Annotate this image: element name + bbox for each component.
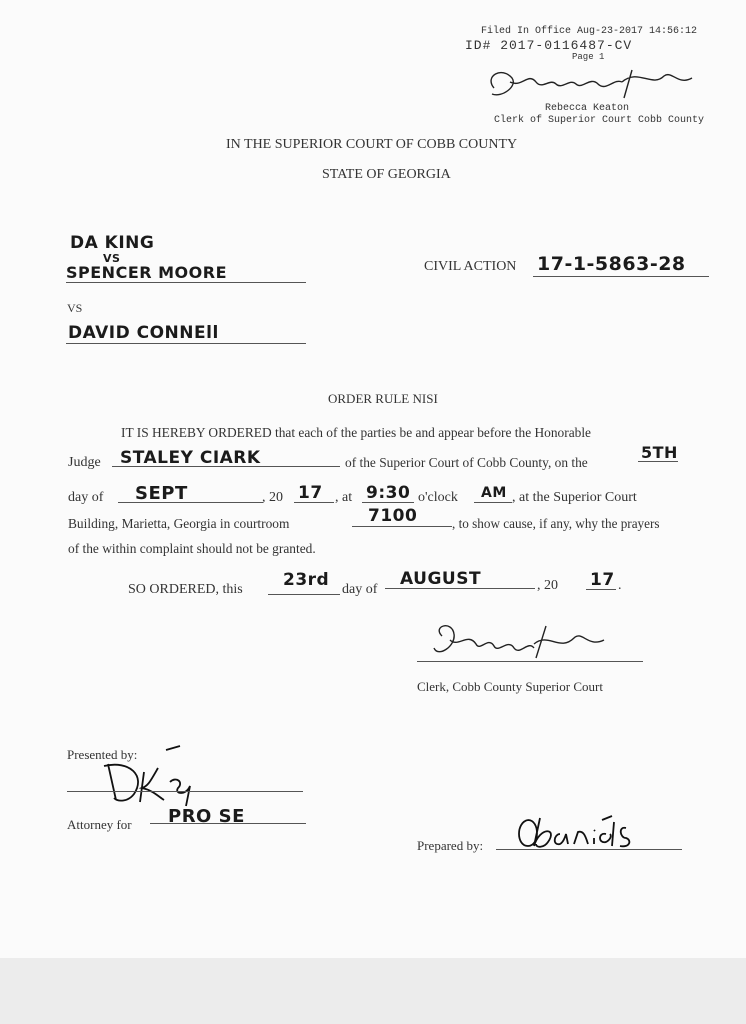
order-text-line6: of the within complaint should not be granted. [68,541,316,556]
day-of-label: day of [68,490,104,505]
order-text-line3: , at the Superior Court [512,490,637,505]
ordered-year-underline [586,589,616,590]
appearance-day: 5TH [641,443,678,462]
page-number: Page 1 [572,52,605,62]
appearance-year-underline [294,502,334,503]
judge-name: STALEY CIARK [120,448,261,468]
court-heading: IN THE SUPERIOR COURT OF COBB COUNTY [226,137,518,152]
ordered-period: . [618,578,622,593]
at-label: , at [335,490,353,505]
attorney-for-label: Attorney for [67,817,132,832]
clerk-stamp-signature [482,58,702,108]
vs-handwritten: VS [103,252,121,265]
order-title: ORDER RULE NISI [328,391,438,406]
attorney-for-value: PRO SE [168,806,245,827]
appearance-month-underline [118,502,263,503]
judge-underline [112,466,340,467]
courtroom-number: 7100 [368,506,418,526]
civil-action-label: CIVIL ACTION [424,259,517,274]
filing-id: ID# 2017-0116487-CV [465,38,633,53]
presented-by-label: Presented by: [67,747,138,762]
oclock-label: o'clock [418,490,458,505]
prepared-by-line [496,849,682,850]
clerk-title: Clerk, Cobb County Superior Court [417,679,603,694]
ordered-month-underline [385,588,535,589]
order-text-line5: , to show cause, if any, why the prayers [452,516,660,531]
courtroom-underline [352,526,452,527]
clerk-stamp-title: Clerk of Superior Court Cobb County [494,115,705,126]
ordered-day: 23rd [283,570,330,590]
clerk-signature-line [417,661,643,662]
filed-in-office-line: Filed In Office Aug-23-2017 14:56:12 [481,26,698,37]
prepared-by-label: Prepared by: [417,838,484,853]
presented-signature [100,742,210,808]
ordered-year: 17 [590,570,615,590]
so-ordered-label: SO ORDERED, this [128,582,243,597]
order-text-line1: IT IS HEREBY ORDERED that each of the parties be and appear before the Honorable [121,425,592,440]
civil-action-number: 17-1-5863-28 [537,253,686,275]
appearance-month: SEPT [135,483,188,504]
presented-by-line [67,791,303,792]
plaintiff-two: SPENCER MOORE [66,263,228,282]
defendant-name: DAVID CONNEll [68,323,219,343]
attorney-for-line [150,823,306,824]
defendant-underline [66,343,306,344]
ordered-day-underline [268,594,340,595]
year-prefix-2: , 20 [537,578,558,593]
civil-action-underline [533,276,709,277]
order-text-line2: of the Superior Court of Cobb County, on the [345,455,588,470]
scan-bottom-edge [0,958,746,1024]
state-heading: STATE OF GEORGIA [322,167,451,182]
appearance-year: 17 [298,483,323,503]
ordered-month: AUGUST [400,569,482,589]
appearance-time-underline [362,502,414,503]
appearance-ampm-underline [474,502,512,503]
appearance-day-underline [638,461,678,462]
appearance-ampm: AM [481,485,507,501]
plaintiff-underline [66,282,306,283]
order-text-line4: Building, Marietta, Georgia in courtroom [68,516,290,531]
prepared-signature [514,812,684,854]
year-prefix: , 20 [262,490,283,505]
plaintiff-one: DA KING [70,233,155,253]
clerk-stamp-name: Rebecca Keaton [545,103,630,114]
vs-label: VS [67,301,83,315]
clerk-signature [428,618,628,664]
judge-label: Judge [68,455,101,470]
day-of-label-2: day of [342,582,378,597]
appearance-time: 9:30 [366,483,411,503]
